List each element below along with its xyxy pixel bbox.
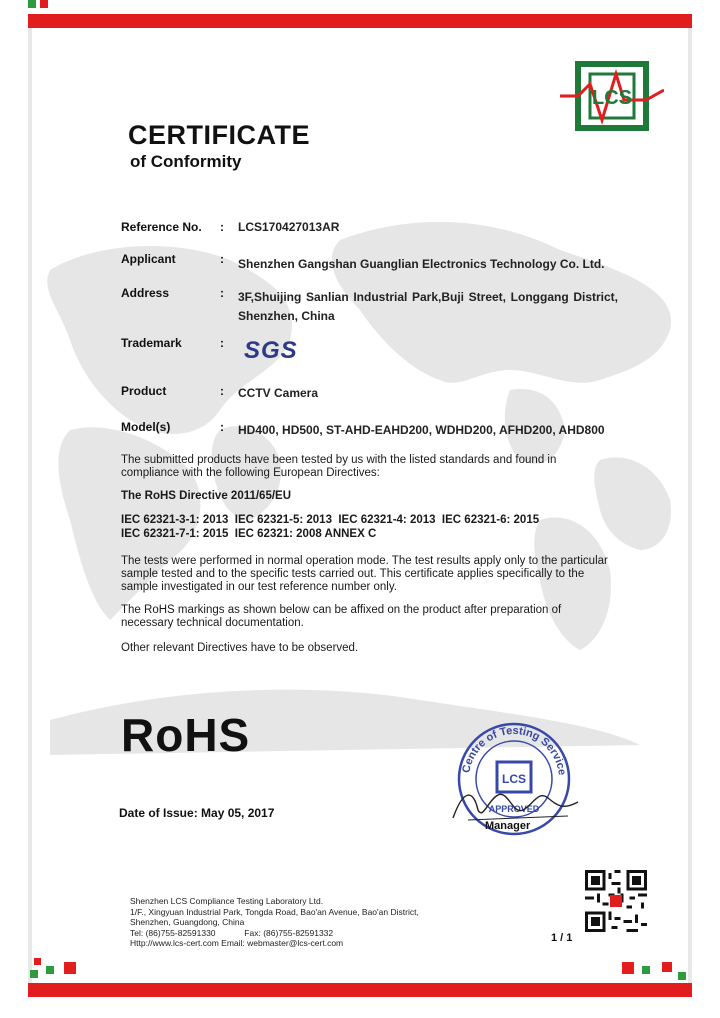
lab-info [130,896,419,949]
left-border [28,28,32,983]
lcs-logo [560,60,664,132]
other-directives-paragraph: Other relevant Directives have to be observed. [121,642,359,654]
corner-square [46,966,54,974]
models-colon: : [220,420,224,434]
product-value: CCTV Camera [238,386,319,400]
manager-label: Manager [485,820,531,832]
trademark-value: SGS [244,337,298,364]
manager-signature [448,780,588,825]
corner-square [622,962,634,974]
lab-phone-row [130,928,419,939]
applicant-value: Shenzhen Gangshan Guanglian Electronics Technology Co. Ltd. [238,257,605,271]
reference-colon: : [220,220,224,234]
corner-square [40,0,48,8]
applicant-label: Applicant [121,252,176,266]
bottom-red-bar [28,983,692,997]
models-value: HD400, HD500, ST-AHD-EAHD200, WDHD200, AFHD200, AHD800 [238,423,605,437]
directive-line: The RoHS Directive 2011/65/EU [121,490,292,502]
lab-fax: Fax: (86)755-82591332 [244,927,334,938]
certificate-title: CERTIFICATE [128,120,310,150]
corner-square [642,966,650,974]
right-border [688,28,692,983]
stamp-approved-text: APPROVED [488,804,540,814]
logo-text: LCS [592,87,632,109]
address-colon: : [220,286,224,300]
product-colon: : [220,384,224,398]
address-value: 3F,Shuijing Sanlian Industrial Park,Buji Street, Longgang District, Shenzhen, China [238,290,618,323]
models-label: Model(s) [121,420,171,434]
stamp-logo-text: LCS [502,772,526,786]
corner-square [30,970,38,978]
reference-label: Reference No. [121,220,202,234]
stamp-ring-text: Centre of Testing Service [460,724,568,776]
page-number: 1 / 1 [551,932,573,944]
lab-address-1: 1/F., Xingyuan Industrial Park, Tongda Road, Bao'an Avenue, Bao'an District, [130,906,419,917]
test-mode-paragraph: The tests were performed in normal operation mode. The test results apply only to the particular sample tested and to the specific tests carried out. This certificate applies specifically to the sample investigated in our test reference number only. [121,555,608,593]
world-map-watermark [40,200,680,760]
corner-square [64,962,76,974]
lab-web: Http://www.lcs-cert.com Email: webmaster@lcs-cert.com [130,938,344,948]
rohs-mark: RoHS [121,709,251,761]
lab-name: Shenzhen LCS Compliance Testing Laboratory Ltd. [130,896,324,906]
product-label: Product [121,384,167,398]
corner-square [662,962,672,972]
rohs-marking-paragraph: The RoHS markings as shown below can be affixed on the product after preparation of necessary technical documentation. [121,604,562,629]
compliance-paragraph: The submitted products have been tested by us with the listed standards and found in compliance with the following European Directives: [121,454,557,479]
address-label: Address [121,286,170,300]
lab-tel: Tel: (86)755-82591330 [130,927,216,938]
standards-line-2: IEC 62321-7-1: 2015 IEC 62321: 2008 ANNEX C [121,528,377,540]
corner-square [34,958,41,965]
applicant-colon: : [220,252,224,266]
trademark-label: Trademark [121,336,182,350]
certificate-subtitle: of Conformity [130,152,242,171]
qr-code [585,870,647,932]
trademark-colon: : [220,336,224,350]
corner-square [28,0,36,8]
corner-square [678,972,686,980]
lab-address-2: Shenzhen, Guangdong, China [130,917,245,927]
top-red-bar [28,14,692,28]
date-of-issue: Date of Issue: May 05, 2017 [119,806,275,820]
standards-line-1: IEC 62321-3-1: 2013 IEC 62321-5: 2013 IEC 62321-4: 2013 IEC 62321-6: 2015 [121,514,540,526]
reference-value: LCS170427013AR [238,220,340,234]
